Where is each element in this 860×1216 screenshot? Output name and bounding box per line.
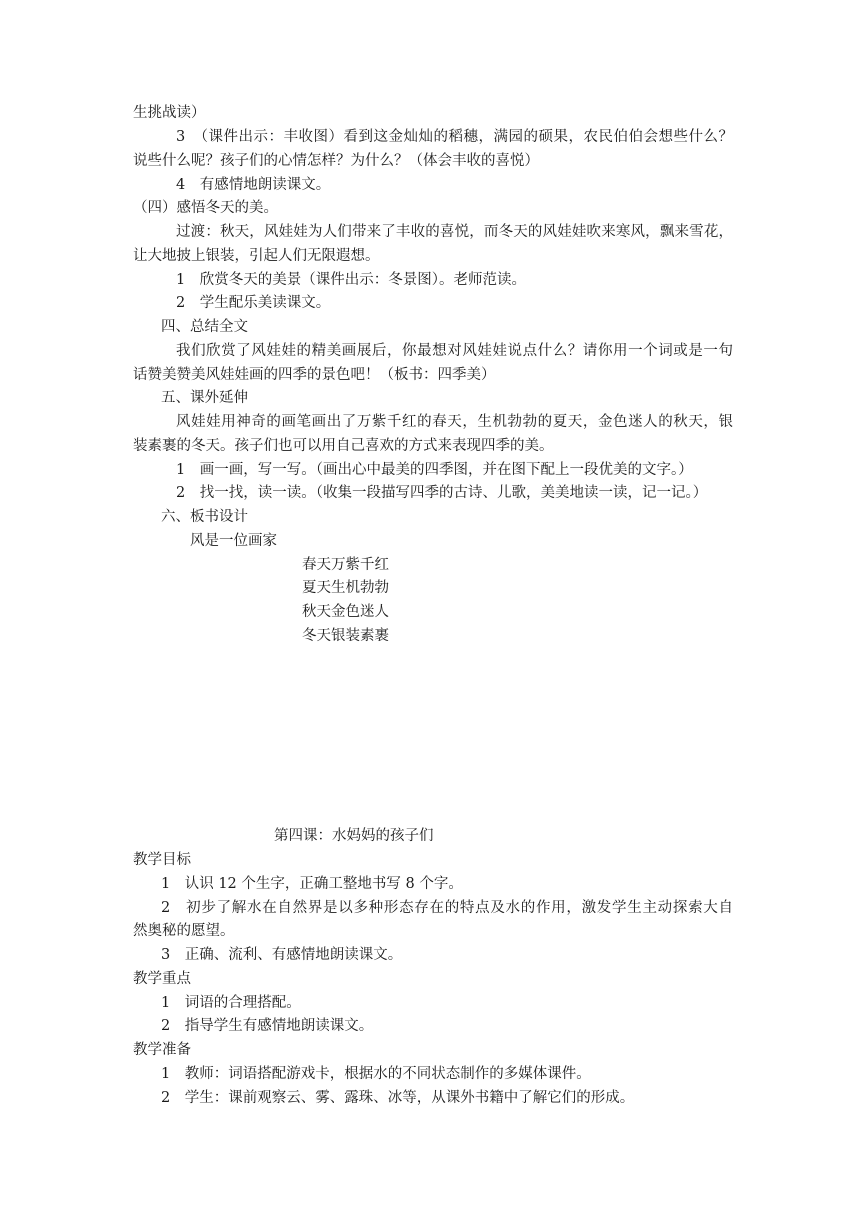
summary-line-2: 话赞美赞美风娃娃画的四季的景色吧！（板书：四季美） bbox=[133, 367, 496, 383]
board-line-winter: 冬天银装素裹 bbox=[302, 628, 389, 644]
lesson-title: 第四课：水妈妈的孩子们 bbox=[274, 828, 434, 844]
continuation-text: 生挑战读） bbox=[133, 105, 206, 121]
heading-teaching-focus: 教学重点 bbox=[133, 971, 191, 987]
winter-step-1: 1 欣赏冬天的美景（课件出示：冬景图）。老师范读。 bbox=[176, 272, 526, 288]
extension-item-2: 2 找一找，读一读。（收集一段描写四季的古诗、儿歌，美美地读一读，记一记。） bbox=[176, 485, 708, 501]
extension-line-1: 风娃娃用神奇的画笔画出了万紫千红的春天，生机勃勃的夏天，金色迷人的秋天，银 bbox=[176, 414, 733, 430]
transition-line-2: 让大地披上银装，引起人们无限遐想。 bbox=[133, 248, 380, 264]
heading-teaching-prep: 教学准备 bbox=[133, 1042, 191, 1058]
summary-line-1: 我们欣赏了风娃娃的精美画展后，你最想对风娃娃说点什么？请你用一个词或是一句 bbox=[176, 343, 733, 359]
heading-extension: 五、课外延伸 bbox=[161, 390, 248, 406]
goal-3: 3 正确、流利、有感情地朗读课文。 bbox=[161, 947, 403, 963]
prep-2: 2 学生：课前观察云、雾、露珠、冰等，从课外书籍中了解它们的形成。 bbox=[161, 1090, 635, 1106]
goal-2-line-2: 然奥秘的愿望。 bbox=[133, 923, 235, 939]
goal-1: 1 认识 12 个生字，正确工整地书写 8 个字。 bbox=[161, 876, 463, 892]
heading-teaching-goals: 教学目标 bbox=[133, 852, 191, 868]
board-line-autumn: 秋天金色迷人 bbox=[302, 604, 389, 620]
focus-2: 2 指导学生有感情地朗读课文。 bbox=[161, 1018, 374, 1034]
board-line-spring: 春天万紫千红 bbox=[302, 557, 389, 573]
prep-1: 1 教师：词语搭配游戏卡，根据水的不同状态制作的多媒体课件。 bbox=[161, 1066, 591, 1082]
activity-3-line-1: 3 （课件出示：丰收图）看到这金灿灿的稻穗，满园的硕果，农民伯伯会想些什么？ bbox=[176, 129, 733, 145]
transition-line-1: 过渡：秋天，风娃娃为人们带来了丰收的喜悦，而冬天的风娃娃吹来寒风，飘来雪花， bbox=[176, 224, 733, 240]
extension-line-2: 装素裹的冬天。孩子们也可以用自己喜欢的方式来表现四季的美。 bbox=[133, 438, 554, 454]
goal-2-line-1: 2 初步了解水在自然界是以多种形态存在的特点及水的作用，激发学生主动探索大自 bbox=[161, 900, 733, 916]
board-line-summer: 夏天生机勃勃 bbox=[302, 580, 389, 596]
focus-1: 1 词语的合理搭配。 bbox=[161, 995, 301, 1011]
heading-summary: 四、总结全文 bbox=[161, 319, 248, 335]
extension-item-1: 1 画一画，写一写。（画出心中最美的四季图，并在图下配上一段优美的文字。） bbox=[176, 462, 693, 478]
activity-3-line-2: 说些什么呢？孩子们的心情怎样？为什么？（体会丰收的喜悦） bbox=[133, 153, 539, 169]
activity-4: 4 有感情地朗读课文。 bbox=[176, 177, 331, 193]
winter-step-2: 2 学生配乐美读课文。 bbox=[176, 295, 331, 311]
section-heading-winter: （四）感悟冬天的美。 bbox=[133, 200, 278, 216]
heading-board-design: 六、板书设计 bbox=[161, 509, 248, 525]
board-title: 风是一位画家 bbox=[190, 533, 277, 549]
